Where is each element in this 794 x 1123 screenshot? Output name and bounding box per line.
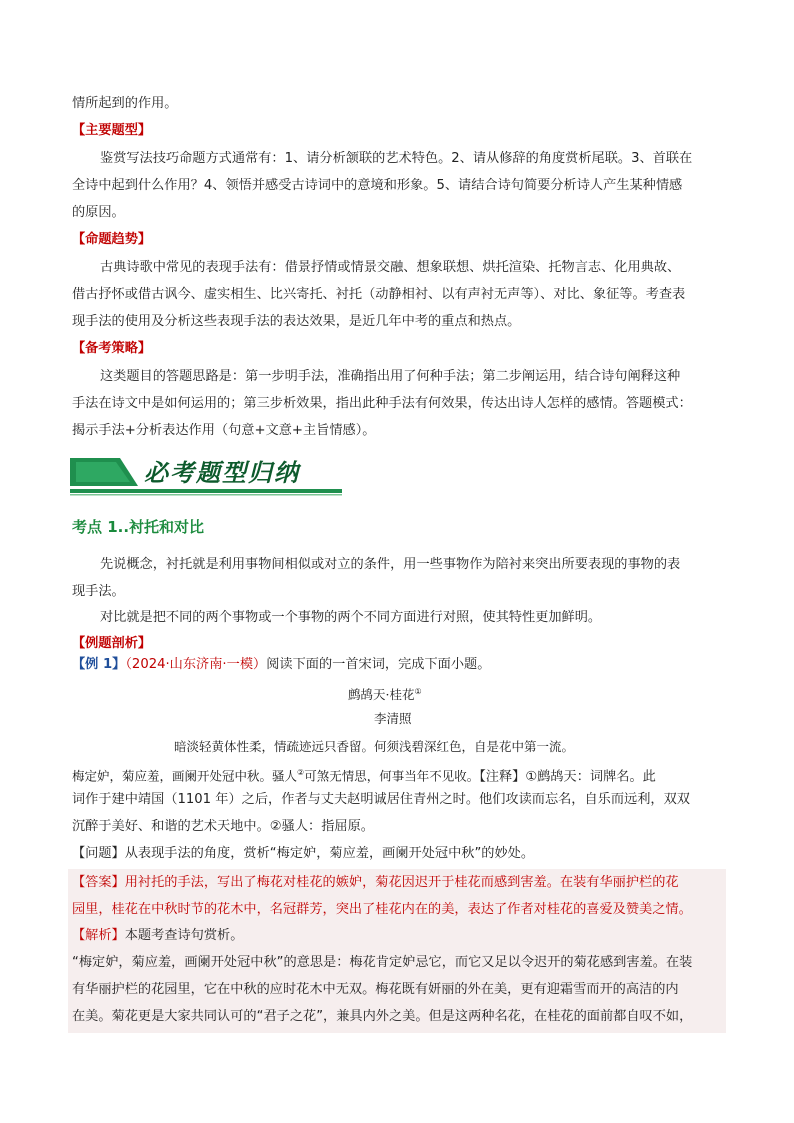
- poem-line-2: [72, 764, 656, 786]
- paragraph-line: 古典诗歌中常见的表现手法有：借景抒情或情景交融、想象联想、烘托渲染、托物言志、化用典故、: [100, 260, 681, 275]
- section-banner: [70, 456, 342, 498]
- concept-line: 先说概念，衬托就是利用事物间相似或对立的条件，用一些事物作为陪衬来突出所要表现的事物的表: [100, 557, 681, 572]
- intro-line: 情所起到的作用。: [72, 96, 178, 111]
- question-line: 【问题】从表现手法的角度，赏析“梅定妒，菊应羞，画阑开处冠中秋”的妙处。: [72, 846, 535, 861]
- section-heading-main-types: 【主要题型】: [72, 123, 152, 138]
- paragraph-line: 的原因。: [72, 205, 125, 220]
- answer-label: 【答案】: [72, 875, 125, 890]
- concept-line: 对比就是把不同的两个事物或一个事物的两个不同方面进行对照，使其特性更加鲜明。: [100, 610, 602, 625]
- poem-author: 李清照: [374, 711, 412, 726]
- paragraph-line: 借古抒怀或借古讽今、虚实相生、比兴寄托、衬托（动静相衬、以有声衬无声等）、对比、象征等。考查表: [72, 287, 686, 302]
- paragraph-line: 鉴赏写法技巧命题方式通常有：1、请分析颔联的艺术特色。2、请从修辞的角度赏析尾联。3、首联在: [100, 151, 693, 166]
- note-line: 沉醉于美好、和谐的艺术天地中。②骚人：指屈原。: [72, 819, 374, 834]
- poem-line-2b: 可煞无情思，何事当年不见收。: [304, 768, 480, 784]
- analysis-first: 本题考查诗句赏析。: [124, 928, 244, 943]
- paragraph-line: 现手法的使用及分析这些表现手法的表达效果，是近几年中考的重点和热点。: [72, 314, 521, 329]
- paragraph-line: 全诗中起到什么作用？4、领悟并感受古诗词中的意境和形象。5、请结合诗句简要分析诗人产生某种情感: [72, 178, 683, 193]
- example-prompt: 阅读下面的一首宋词，完成下面小题。: [266, 657, 491, 672]
- paragraph-line: 这类题目的答题思路是：第一步明手法，准确指出用了何种手法；第二步阐运用，结合诗句阐释这种: [100, 369, 681, 384]
- note-text: ①鹧鸪天：词牌名。此: [525, 769, 656, 785]
- example-intro: [72, 656, 490, 674]
- poem-line-2a: 梅定妒，菊应羞，画阑开处冠中秋。骚人: [72, 768, 298, 784]
- analysis-line: [72, 927, 243, 945]
- section-heading-strategy: 【备考策略】: [72, 341, 152, 356]
- analysis-label: 【解析】: [72, 928, 125, 943]
- section-heading-trend: 【命题趋势】: [72, 232, 152, 247]
- answer-line: [72, 874, 679, 892]
- concept-line: 现手法。: [72, 584, 125, 599]
- answer-text: 用衬托的手法，写出了梅花对桂花的嫉妒，菊花因迟开于桂花而感到害羞。在装有华丽护栏的花: [124, 875, 679, 890]
- kaodian-title: 考点 1..衬托和对比: [72, 518, 205, 536]
- answer-line: 园里，桂花在中秋时节的花木中，名冠群芳，突出了桂花内在的美，表达了作者对桂花的喜爱及赞美之情。: [72, 902, 692, 917]
- poem-title: [348, 683, 422, 704]
- analysis-line: 有华丽护栏的花园里，它在中秋的应时花木中无双。梅花既有妍丽的外在美，更有迎霜雪而开的高洁的内: [72, 982, 679, 997]
- poem-line-2-mark: ②: [297, 768, 305, 777]
- example-heading: 【例题剖析】: [72, 636, 152, 651]
- paragraph-line: 揭示手法+分析表达作用（句意+文意+主旨情感）。: [72, 423, 376, 438]
- example-source: （2024·山东济南·一模）: [125, 657, 267, 672]
- poem-title-mark: ①: [414, 687, 422, 696]
- note-line: 词作于建中靖国（1101 年）之后，作者与丈夫赵明诚居住青州之时。他们攻读而忘名，自乐而远利，双双: [72, 792, 690, 807]
- analysis-line: 在美。菊花更是大家共同认可的“君子之花”，兼具内外之美。但是这两种名花，在桂花的面前都自叹不如，: [72, 1009, 693, 1024]
- paragraph-line: 手法在诗文中是如何运用的；第三步析效果，指出此种手法有何效果，传达出诗人怎样的感情。答题模式：: [72, 396, 692, 411]
- analysis-line: “梅定妒，菊应羞，画阑开处冠中秋”的意思是：梅花肯定妒忌它，而它又足以令迟开的菊花感到害羞。在装: [72, 955, 693, 970]
- poem-title-text: 鹧鸪天·桂花: [348, 687, 415, 703]
- note-label: 【注释】: [479, 769, 526, 785]
- poem-line-1: 暗淡轻黄体性柔，情疏迹远只香留。何须浅碧深红色，自是花中第一流。: [174, 739, 575, 754]
- banner-title: 必考题型归纳: [144, 458, 300, 487]
- example-tag: 【例 1】: [72, 657, 126, 672]
